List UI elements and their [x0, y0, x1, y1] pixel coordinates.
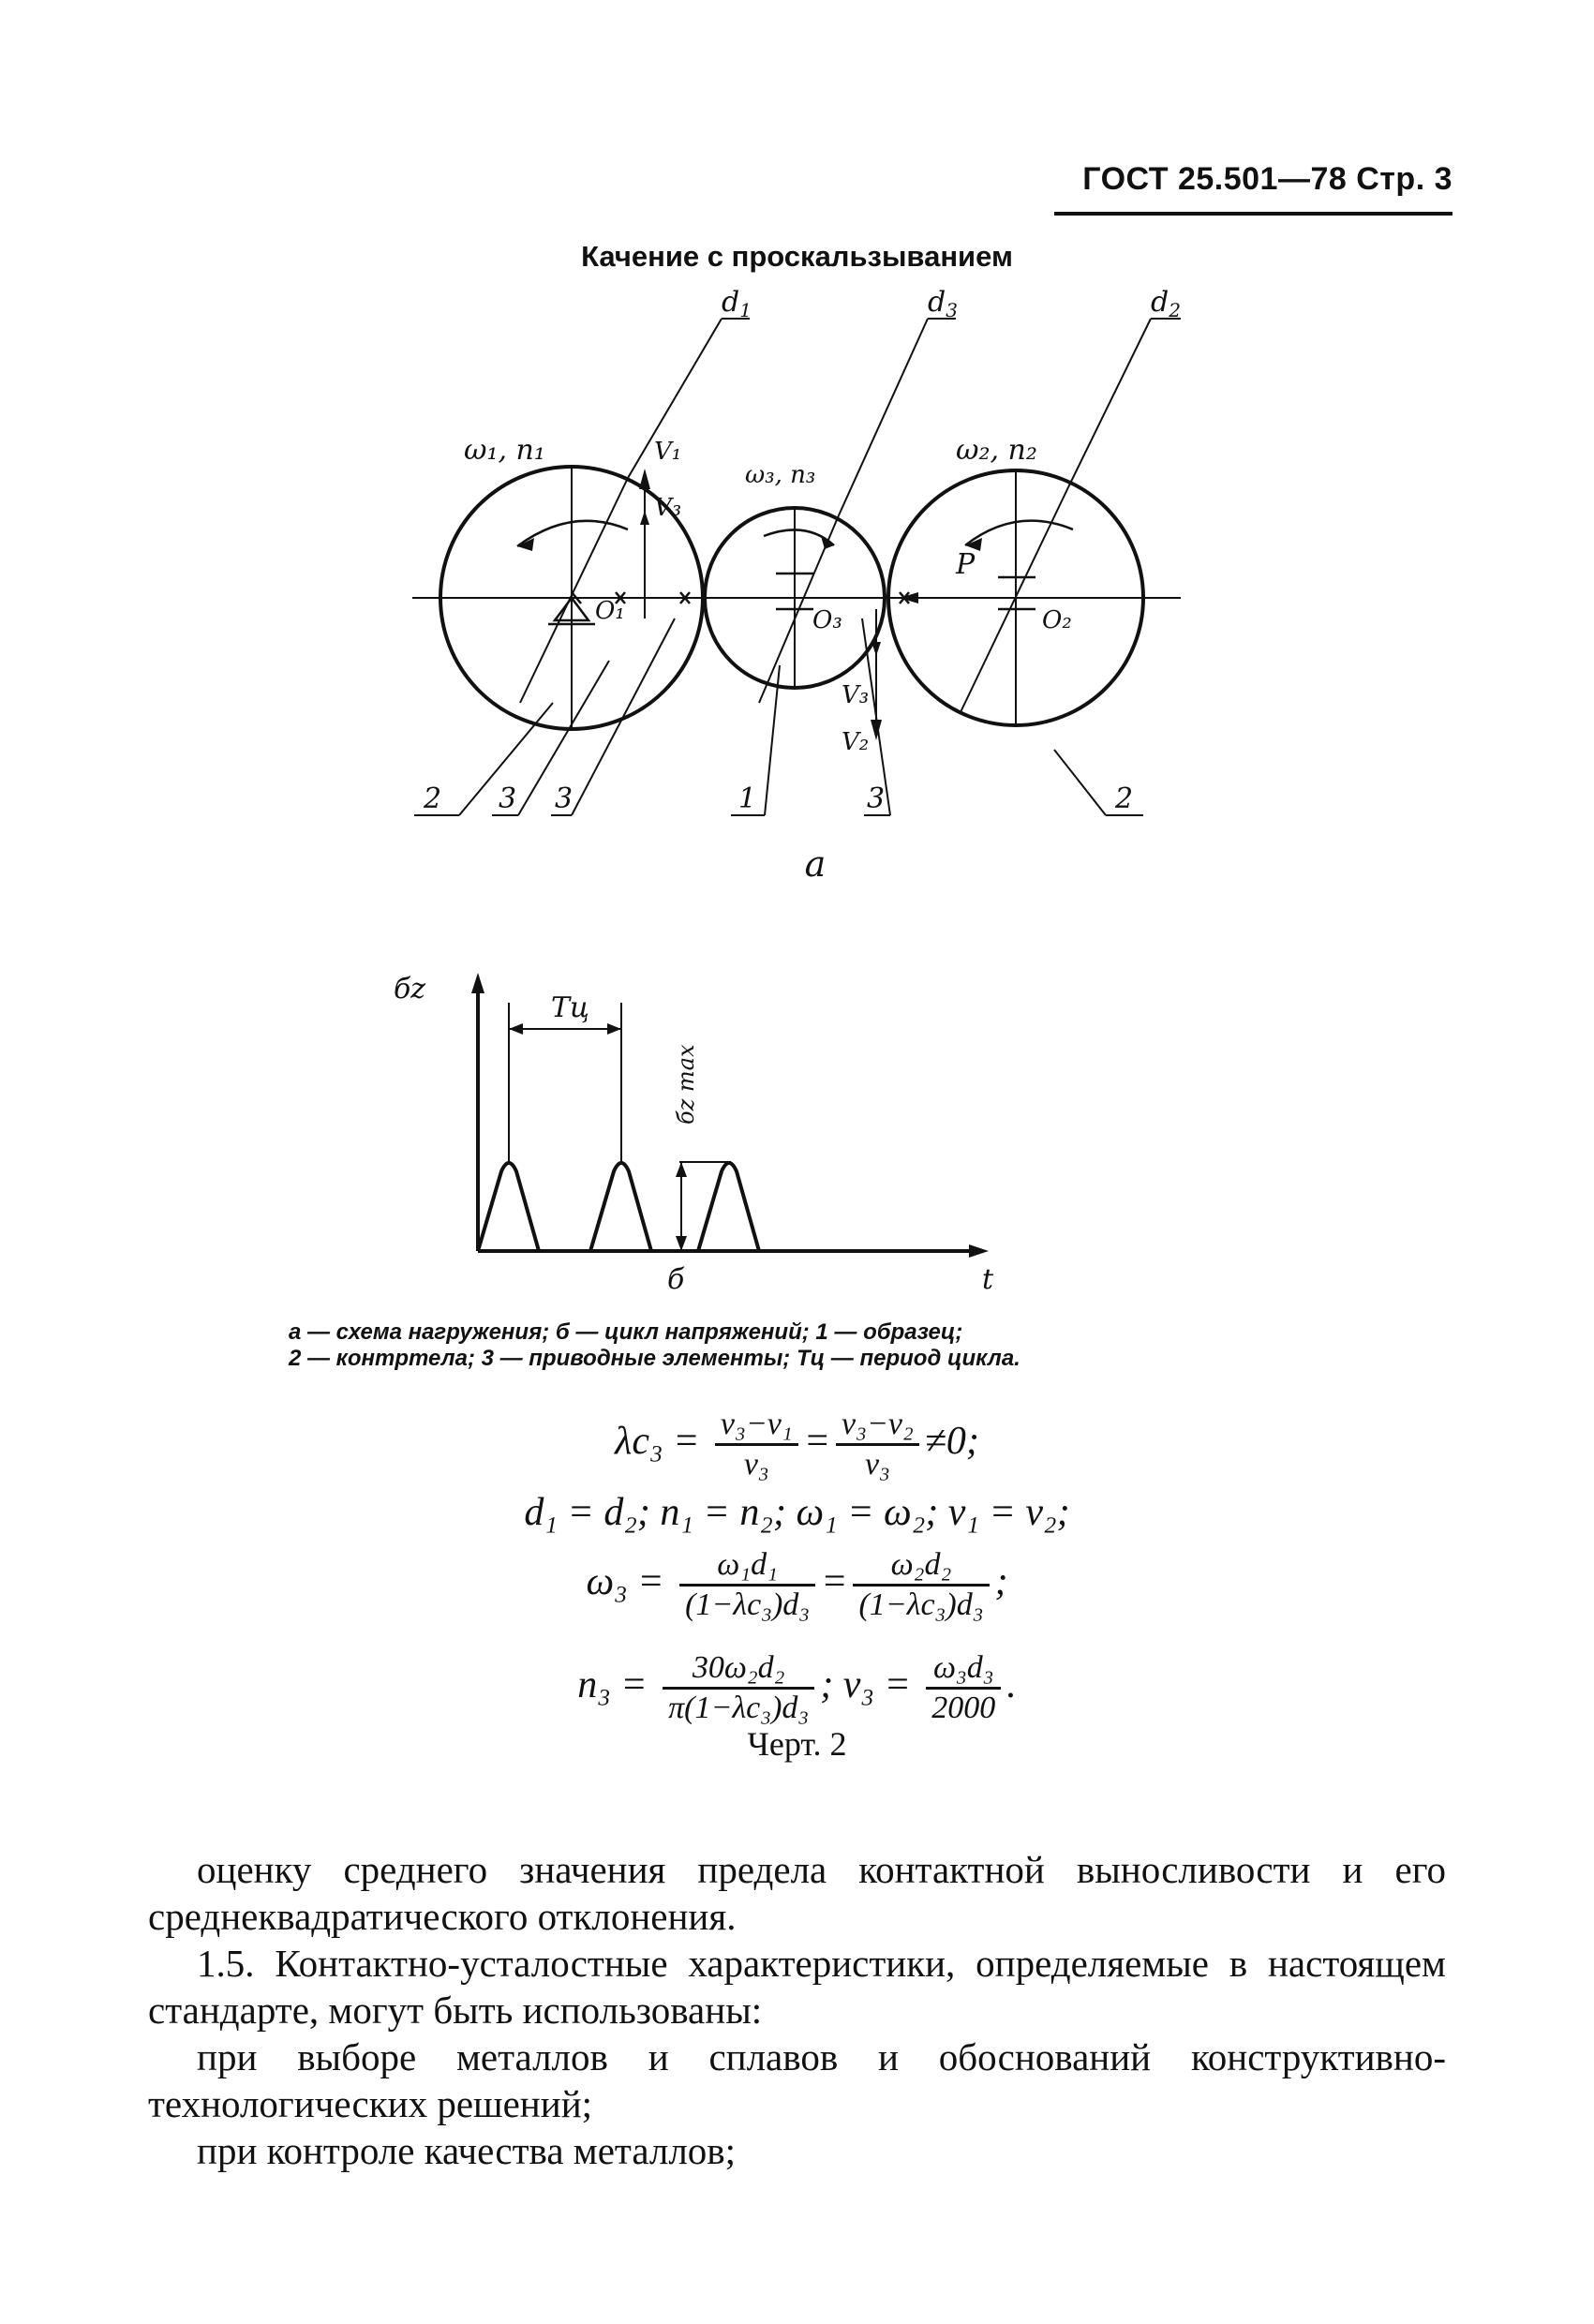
label-v1: V₁ — [654, 438, 682, 466]
pulse-2 — [590, 1163, 651, 1251]
formula-omega3: ω₃ = $\frac{\text{ω₁d₁}}{\text{(1−λc₃)d₃}}$ = $\frac{\text{ω₂d₂}}{\text{(1−λc₃)d₃}}$ ; — [586, 1547, 1008, 1622]
body-text — [148, 1846, 1446, 2174]
formula-equalities: d₁ = d₂; n₁ = n₂; ω₁ = ω₂; v₁ = v₂; — [524, 1491, 1070, 1534]
figure-a-label: а — [804, 843, 827, 885]
figure-caption — [289, 1319, 1207, 1372]
label-p: P — [956, 548, 976, 581]
figure-number: Черт. 2 — [747, 1725, 847, 1763]
label-w3n3: ω₃, n₃ — [745, 461, 816, 489]
label-w2n2: ω₂, n₂ — [956, 434, 1037, 467]
origin-label: б — [667, 1263, 685, 1296]
d2-leader — [1068, 319, 1151, 487]
num-2-right: 2 — [1115, 782, 1134, 815]
paragraph-4: при контроле качества металлов; — [197, 2129, 737, 2172]
label-w1n1: ω₁, n₁ — [464, 434, 545, 467]
label-v3-bot: V₃ — [842, 681, 870, 709]
formula-slip-ratio: λc₃ = $\frac{\text{v₃−v₁}}{\text{v₃}}$ = $\frac{\text{v₃−v₂}}{\text{v₃}}$ ≠0; — [615, 1407, 979, 1482]
y-axis-label: бz — [394, 973, 426, 1006]
paragraph-3: при выборе металлов и сплавов и обоснований конструктивно-технологических решений; — [148, 2035, 1446, 2125]
max-label: бz max — [673, 1044, 699, 1125]
num-1: 1 — [738, 782, 757, 815]
label-d2: $d_2$ — [1151, 286, 1181, 321]
label-v3-top: V₃ — [654, 494, 682, 522]
num-2-left: 2 — [424, 782, 442, 815]
label-v2: V₂ — [842, 728, 870, 756]
caption-line-2: 2 — контртела; 3 — приводные элементы; Тц — период цикла. — [289, 1346, 1020, 1371]
period-label: Тц — [551, 991, 589, 1024]
pulse-3 — [698, 1163, 759, 1251]
label-o1: O₁ — [595, 597, 625, 625]
figure-title: Качение с проскальзыванием — [581, 240, 1013, 273]
label-o2: O₂ — [1042, 606, 1072, 634]
num-3-a: 3 — [499, 782, 517, 815]
paragraph-2: 1.5. Контактно-усталостные характеристики, определяемые в настоящем стандарте, могут быть использованы: — [148, 1942, 1446, 2032]
loading-scheme-diagram — [394, 286, 1199, 853]
d2-line — [961, 487, 1068, 712]
paragraph-1: оценку среднего значения предела контактной выносливости и его среднеквадратического отклонения. — [148, 1848, 1446, 1938]
header-rule — [1054, 212, 1452, 216]
label-d1: $d_1$ — [722, 286, 752, 321]
label-o3: O₃ — [812, 606, 842, 634]
d3-leader — [839, 319, 928, 515]
label-d3: $d_3$ — [928, 286, 958, 321]
d1-line — [520, 478, 628, 703]
header-text: ГОСТ 25.501—78 Стр. 3 — [1082, 161, 1452, 197]
x-axis-label: t — [982, 1263, 994, 1296]
caption-line-1: а — схема нагружения; б — цикл напряжений; 1 — образец; — [289, 1319, 963, 1345]
formula-n3-v3: n₃ = $\frac{\text{30ω₂d₂}}{\text{π(1−λc₃)d₃}}$ ; v₃ = $\frac{\text{ω₃d₃}}{2000}$ . — [577, 1650, 1017, 1725]
pulse-1 — [478, 1163, 539, 1251]
num-3-b: 3 — [555, 782, 574, 815]
num-3-c: 3 — [867, 782, 886, 815]
stress-cycle-diagram — [394, 965, 1012, 1296]
page-header — [1054, 161, 1452, 219]
